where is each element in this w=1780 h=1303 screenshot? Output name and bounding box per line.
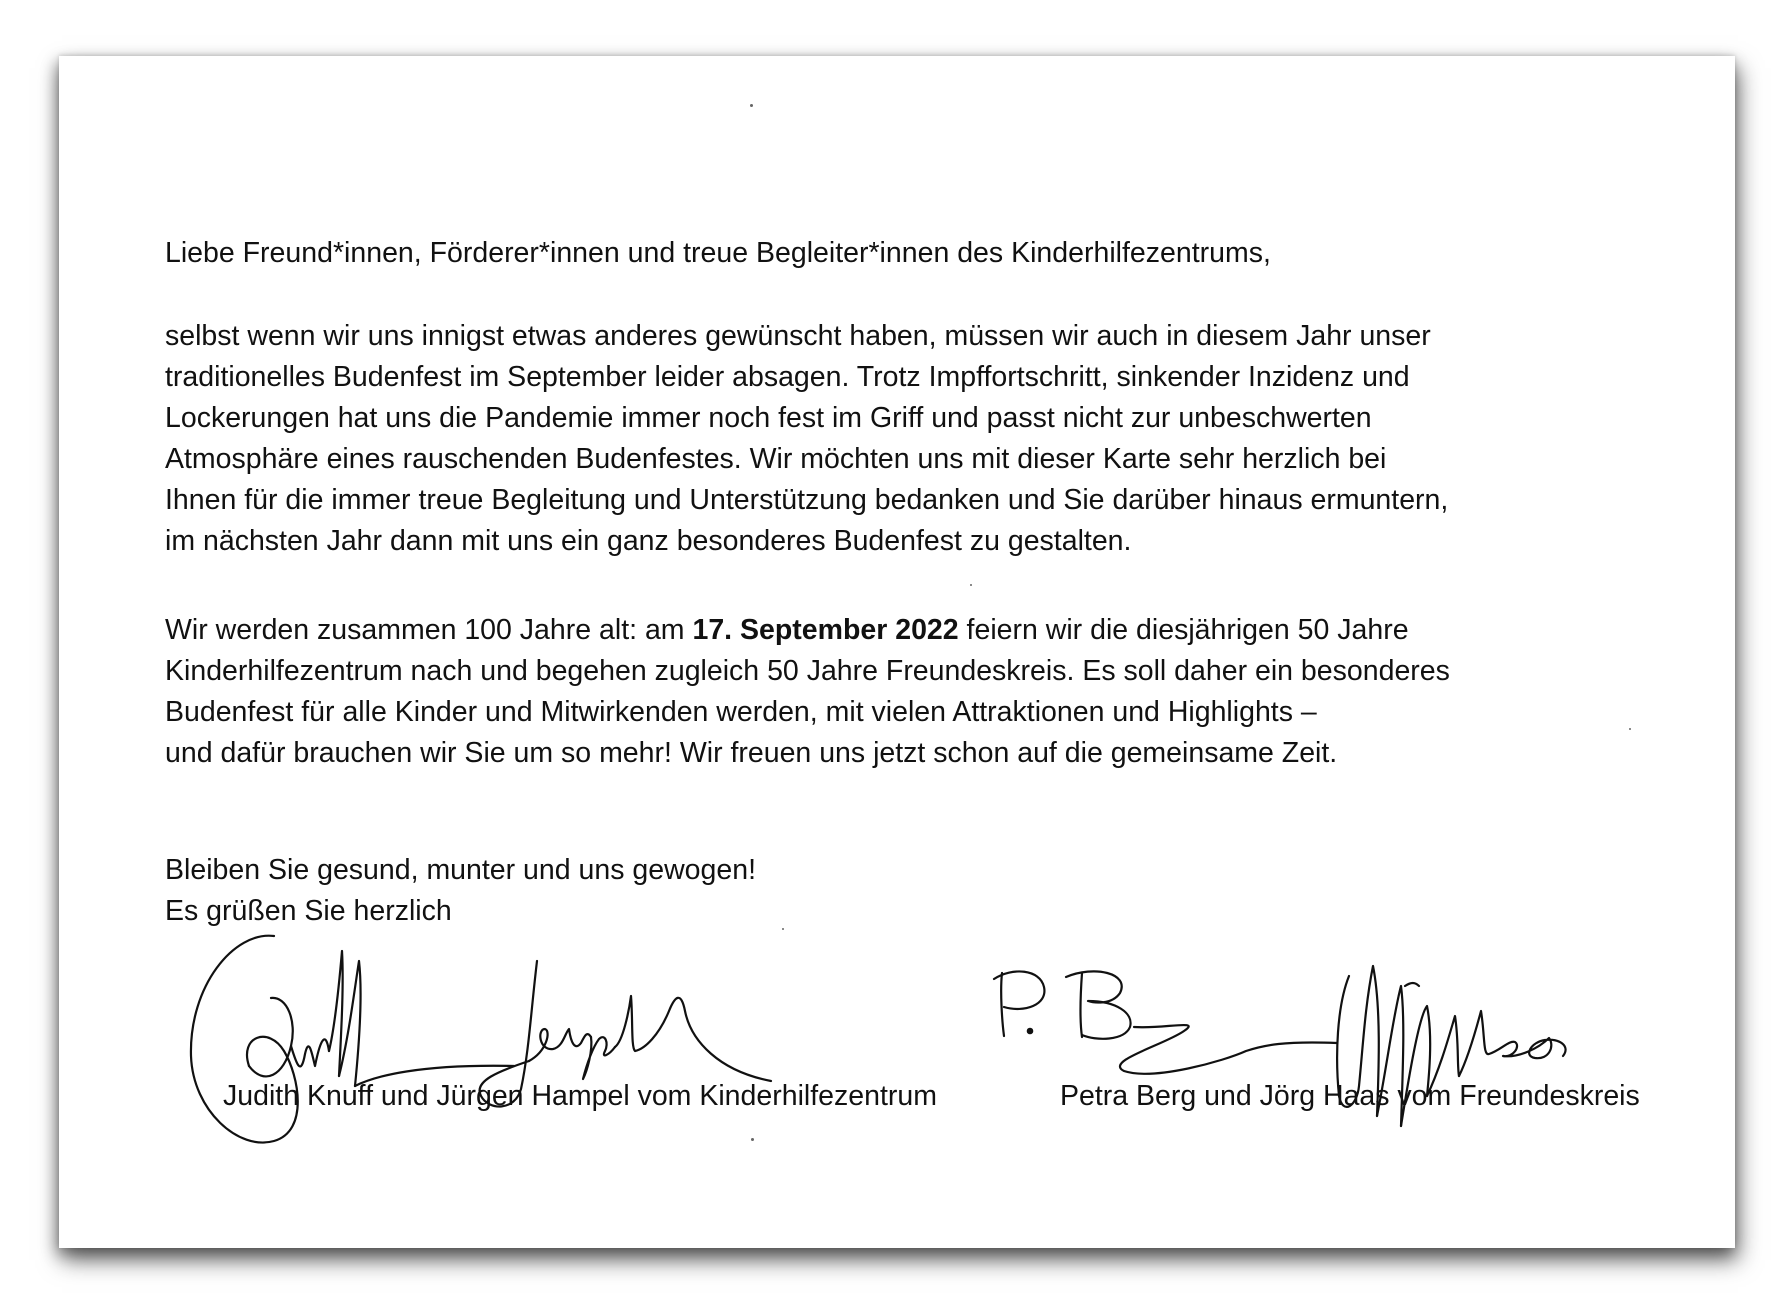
text-line: Ihnen für die immer treue Begleitung und Unterstützung bedanken und Sie darüber hinaus ermuntern, (165, 484, 1449, 516)
closing (165, 850, 756, 932)
event-date: 17. September 2022 (692, 614, 959, 646)
text-line: Es grüßen Sie herzlich (165, 895, 452, 927)
text-line: traditionelles Budenfest im September leider absagen. Trotz Impffortschritt, sinkender Inzidenz und (165, 361, 1410, 393)
salutation: Liebe Freund*innen, Förderer*innen und treue Begleiter*innen des Kinderhilfezentrums, (165, 237, 1271, 269)
text-line: selbst wenn wir uns innigst etwas anderes gewünscht haben, müssen wir auch in diesem Jahr unser (165, 320, 1431, 352)
text-line: Lockerungen hat uns die Pandemie immer noch fest im Griff und passt nicht zur unbeschwerten (165, 402, 1372, 434)
text-segment: Wir werden zusammen 100 Jahre alt: am (165, 614, 693, 646)
text-line: Kinderhilfezentrum nach und begehen zugleich 50 Jahre Freundeskreis. Es soll daher ein besonderes (165, 655, 1450, 687)
paper-speck (751, 1138, 754, 1141)
paper-speck (782, 928, 784, 930)
signature-names-freundeskreis: Petra Berg und Jörg Haas vom Freundeskreis (1060, 1080, 1640, 1112)
paragraph-anniversary (165, 610, 1450, 774)
text-line: im nächsten Jahr dann mit uns ein ganz besonderes Budenfest zu gestalten. (165, 525, 1132, 557)
paper-speck (970, 584, 972, 586)
paragraph-cancellation (165, 316, 1448, 562)
text-segment: feiern wir die diesjährigen 50 Jahre (958, 614, 1409, 646)
text-line: und dafür brauchen wir Sie um so mehr! Wir freuen uns jetzt schon auf die gemeinsame Zeit. (165, 737, 1338, 769)
signature-names-kinderhilfezentrum: Judith Knuff und Jürgen Hampel vom Kinderhilfezentrum (223, 1080, 937, 1112)
signature-haas (1309, 946, 1609, 1146)
letter-card (59, 56, 1735, 1248)
paper-speck (750, 104, 753, 107)
text-line (165, 610, 1450, 651)
text-line: Budenfest für alle Kinder und Mitwirkenden werden, mit vielen Attraktionen und Highlights – (165, 696, 1317, 728)
paper-speck (1629, 728, 1631, 730)
text-line: Bleiben Sie gesund, munter und uns gewogen! (165, 854, 756, 886)
text-line: Atmosphäre eines rauschenden Budenfestes. Wir möchten uns mit dieser Karte sehr herzlich bei (165, 443, 1387, 475)
